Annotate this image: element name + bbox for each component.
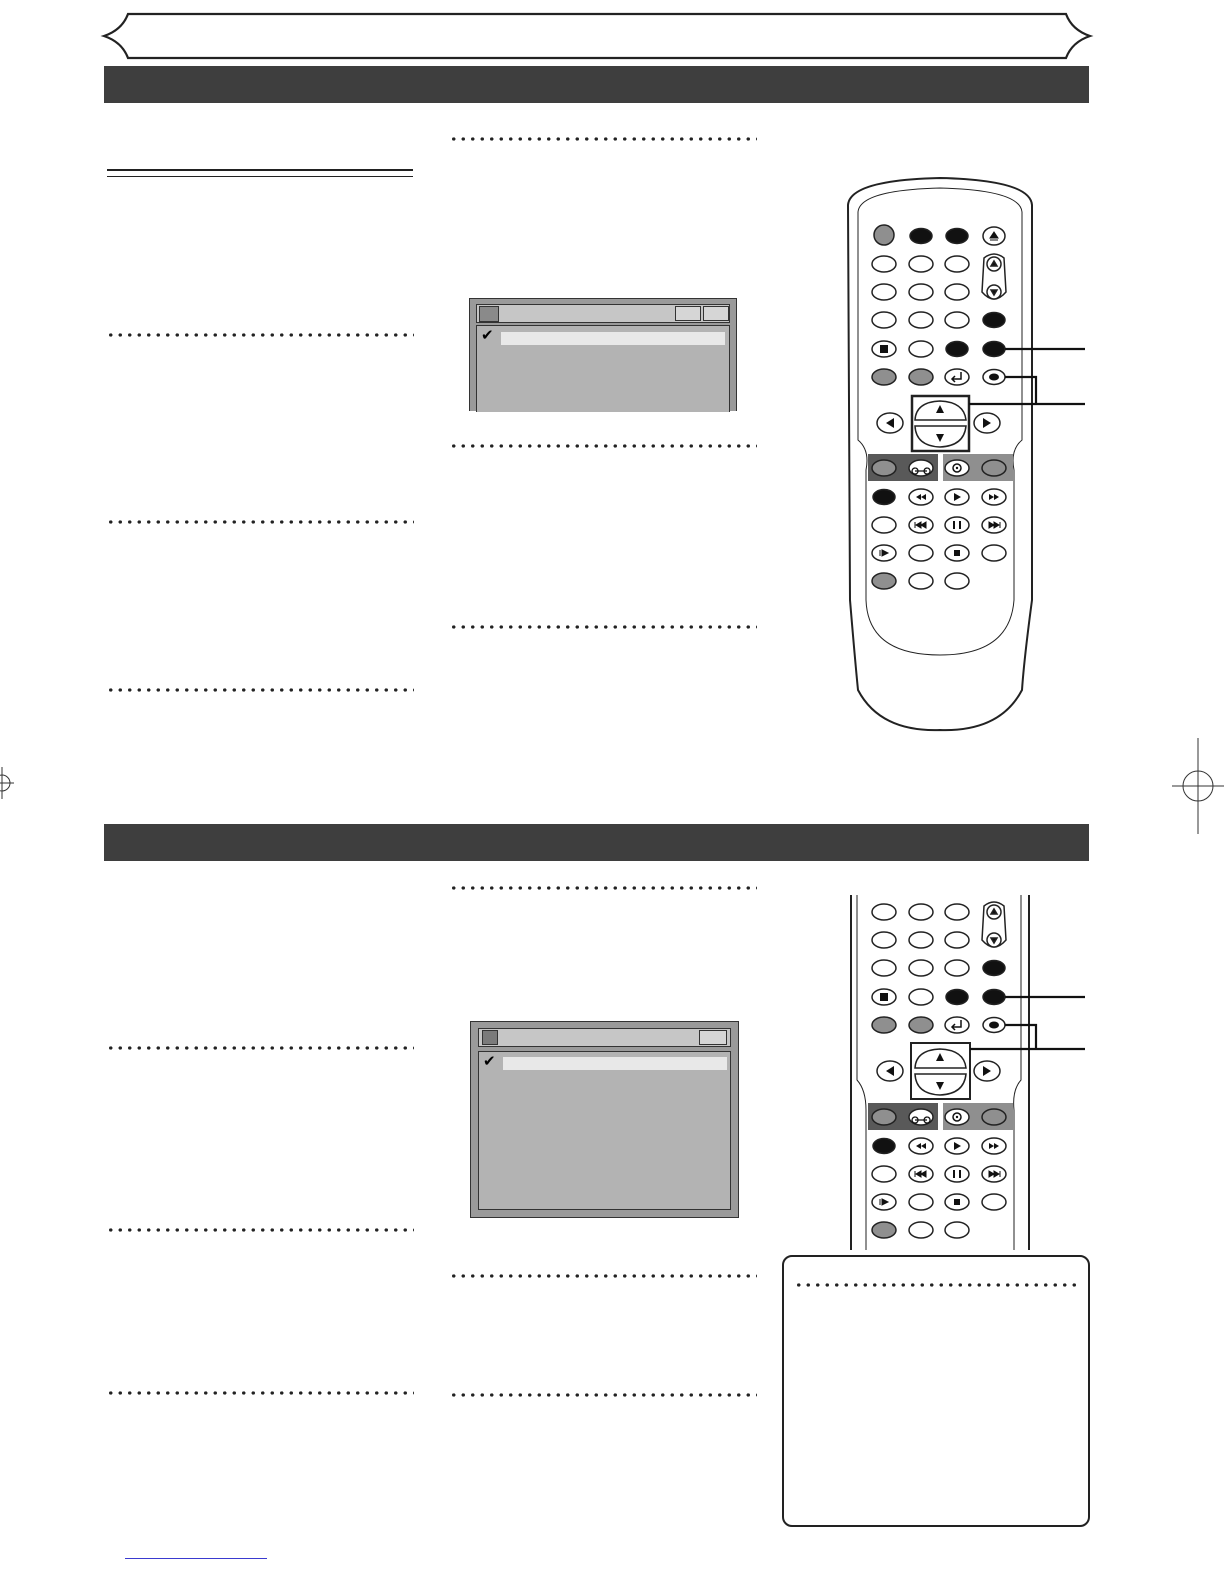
osd-selected-item[interactable] xyxy=(503,1057,727,1070)
remote-control xyxy=(845,893,1090,1255)
play-mode-icon xyxy=(482,1030,498,1045)
section1-title-bar xyxy=(104,66,1089,103)
registration-mark-icon xyxy=(1172,738,1224,834)
disc-icon xyxy=(479,306,499,322)
section1-heading-underline xyxy=(107,169,413,177)
divider-dots xyxy=(794,1283,1078,1287)
checkmark-icon: ✔ xyxy=(481,327,494,344)
section1-title xyxy=(104,76,116,93)
osd-title-bar xyxy=(478,1028,731,1047)
remote-control xyxy=(840,175,1090,735)
divider-dots xyxy=(449,444,757,448)
osd-badge xyxy=(703,306,729,321)
checkmark-icon: ✔ xyxy=(483,1053,496,1070)
return-icon xyxy=(945,1017,969,1033)
divider-dots xyxy=(106,520,414,524)
section2-title xyxy=(104,834,116,851)
divider-dots xyxy=(449,1274,757,1278)
power-button-icon xyxy=(874,225,894,245)
osd-screen xyxy=(470,1021,739,1218)
divider-dots xyxy=(106,1228,414,1232)
section2-title-bar xyxy=(104,824,1089,861)
divider-dots xyxy=(449,1393,757,1397)
header-banner xyxy=(100,8,1094,64)
osd-list xyxy=(478,1051,731,1210)
osd-selected-item[interactable] xyxy=(501,332,725,345)
return-icon xyxy=(945,369,969,385)
divider-dots xyxy=(106,688,414,692)
note-box xyxy=(782,1255,1090,1527)
footer-link[interactable] xyxy=(125,1558,267,1559)
divider-dots xyxy=(449,137,757,141)
osd-title-bar xyxy=(476,304,730,323)
divider-dots xyxy=(106,333,414,337)
pause-icon xyxy=(945,1166,969,1182)
registration-mark-icon xyxy=(0,765,20,801)
osd-screen xyxy=(469,298,737,411)
osd-badge xyxy=(675,306,701,321)
pause-icon xyxy=(945,517,969,533)
divider-dots xyxy=(449,886,757,890)
divider-dots xyxy=(106,1046,414,1050)
osd-badge xyxy=(699,1030,727,1045)
osd-list xyxy=(476,325,730,412)
divider-dots xyxy=(106,1391,414,1395)
divider-dots xyxy=(449,625,757,629)
